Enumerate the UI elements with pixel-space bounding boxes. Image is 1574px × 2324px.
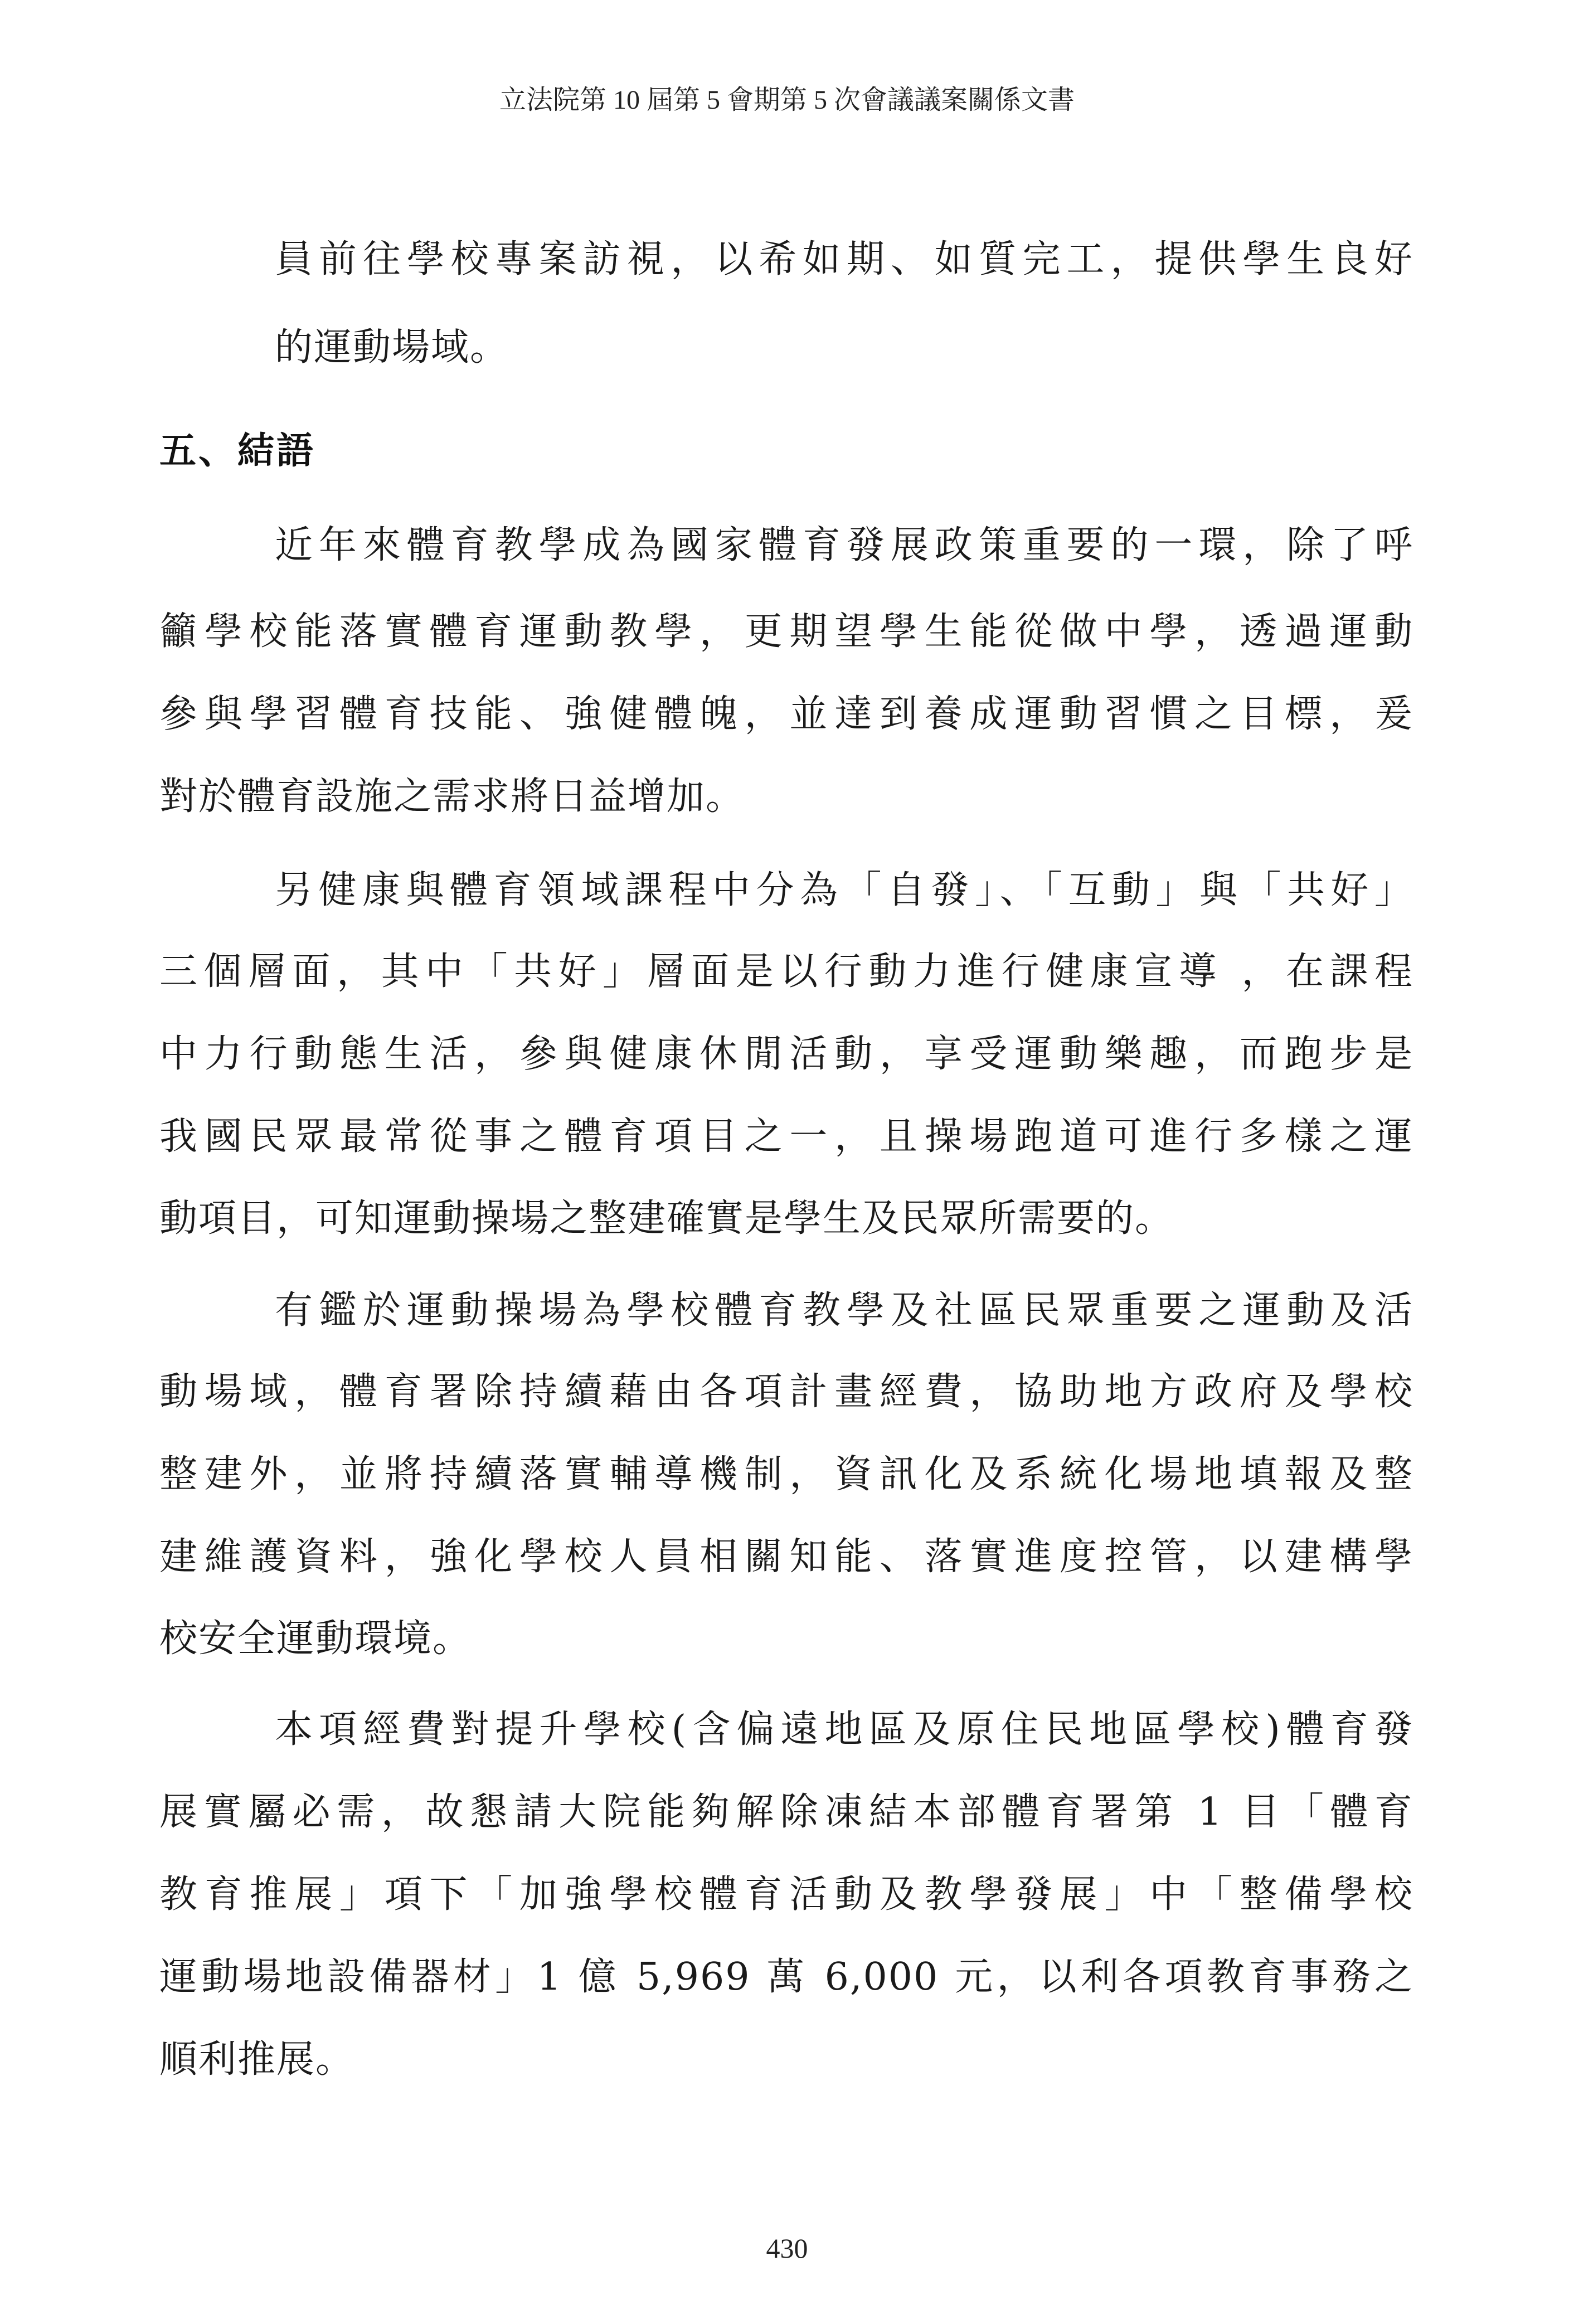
paragraph-3-line-5: 校安全運動環境。 bbox=[159, 1617, 472, 1661]
paragraph-3-line-2: 動場域，體育署除持續藉由各項計畫經費，協助地方政府及學校 bbox=[159, 1370, 1413, 1414]
paragraph-1-line-3: 參與學習體育技能、強健體魄，並達到養成運動習慣之目標，爰 bbox=[159, 692, 1413, 736]
paragraph-4-line-4: 運動場地設備器材」1 億 5,969 萬 6,000 元，以利各項教育事務之 bbox=[159, 1955, 1413, 1999]
paragraph-3-line-3: 整建外，並將持續落實輔導機制，資訊化及系統化場地填報及整 bbox=[159, 1452, 1413, 1496]
paragraph-2-line-5: 動項目，可知運動操場之整建確實是學生及民眾所需要的。 bbox=[159, 1197, 1174, 1241]
paragraph-1-line-2: 籲學校能落實體育運動教學，更期望學生能從做中學，透過運動 bbox=[159, 610, 1413, 654]
page-number: 430 bbox=[766, 2233, 808, 2264]
continuation-line: 的運動場域。 bbox=[275, 325, 509, 369]
paragraph-3-line-1: 有鑑於運動操場為學校體育教學及社區民眾重要之運動及活 bbox=[275, 1289, 1413, 1333]
paragraph-2-line-4: 我國民眾最常從事之體育項目之一，且操場跑道可進行多樣之運 bbox=[159, 1115, 1413, 1159]
paragraph-2-line-1: 另健康與體育領域課程中分為「自發」、「互動」與「共好」 bbox=[275, 868, 1413, 912]
continuation-line: 員前往學校專案訪視，以希如期、如質完工，提供學生良好 bbox=[275, 237, 1413, 281]
page-header: 立法院第 10 屆第 5 會期第 5 次會議議案關係文書 bbox=[499, 85, 1075, 115]
section-heading: 五、結語 bbox=[159, 429, 315, 472]
paragraph-4-line-2: 展實屬必需，故懇請大院能夠解除凍結本部體育署第 1 目「體育 bbox=[159, 1790, 1413, 1834]
paragraph-4-line-1: 本項經費對提升學校(含偏遠地區及原住民地區學校)體育發 bbox=[275, 1708, 1413, 1752]
paragraph-2-line-2: 三個層面，其中「共好」層面是以行動力進行健康宣導 ，在課程 bbox=[159, 950, 1413, 994]
paragraph-2-line-3: 中力行動態生活，參與健康休閒活動，享受運動樂趣，而跑步是 bbox=[159, 1032, 1413, 1076]
paragraph-3-line-4: 建維護資料，強化學校人員相關知能、落實進度控管，以建構學 bbox=[159, 1535, 1413, 1579]
paragraph-1-line-1: 近年來體育教學成為國家體育發展政策重要的一環，除了呼 bbox=[275, 523, 1413, 567]
paragraph-4-line-3: 教育推展」項下「加強學校體育活動及教學發展」中「整備學校 bbox=[159, 1873, 1413, 1917]
paragraph-4-line-5: 順利推展。 bbox=[159, 2038, 355, 2082]
paragraph-1-line-4: 對於體育設施之需求將日益增加。 bbox=[159, 775, 745, 819]
